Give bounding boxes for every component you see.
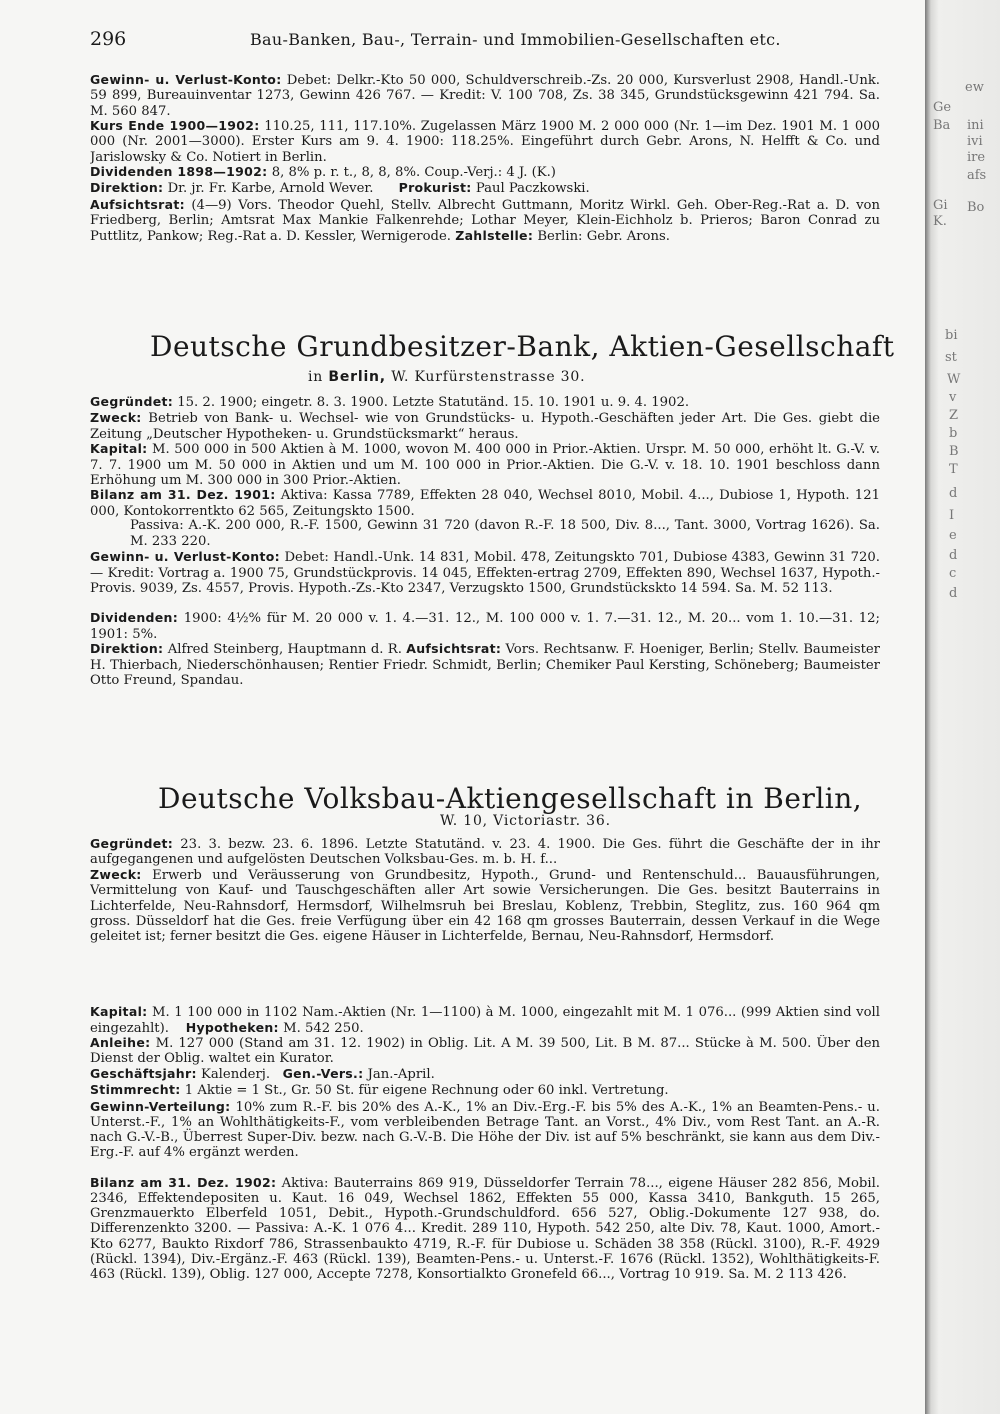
direktion-entry: Direktion: Dr. jr. Fr. Karbe, Arnold Wever. Prokurist: Paul Paczkowski.: [90, 180, 590, 197]
company1-details: [90, 394, 880, 687]
bleed-text: ire: [967, 150, 986, 165]
kurs-entry: Kurs Ende 1900—1902: 110.25, 111, 117.10%. Zugelassen März 1900 M. 2 000 000 (Nr. 1—im Dez. 1901 M. 1 000 000 (Nr. 2001—3000). Erster Kurs am 9. 4. 1900: 118.25%. Eingeführt durch Gebr. Arons, N. Helfft & Co. und Jarislowsky & Co. Notiert in Berlin.: [90, 118, 880, 164]
bleed-text: st: [945, 350, 957, 365]
bleed-text: T: [949, 462, 958, 477]
dividenden-entry: Dividenden 1898—1902: 8, 8% p. r. t., 8, 8, 8%. Coup.-Verj.: 4 J. (K.): [90, 164, 556, 180]
bleed-text: e: [949, 528, 957, 543]
bleed-text: Bo: [967, 200, 985, 215]
bleed-text: v: [949, 390, 957, 405]
company-title-grundbesitzer-bank: Deutsche Grundbesitzer-Bank, Aktien-Gesellschaft: [150, 330, 895, 363]
bleed-text: Gi: [933, 198, 948, 213]
bleed-text: afs: [967, 168, 987, 183]
bilanz-aktiva-entry: Bilanz am 31. Dez. 1901: Aktiva: Kassa 7789, Effekten 28 040, Wechsel 8010, Mobil. 4..., Dubiose 1, Hypoth. 121 000, Kontokorrentkto 62 565, Zeitungskto 1500.: [90, 487, 880, 519]
gegruendet-entry: Gegründet: 15. 2. 1900; eingetr. 8. 3. 1900. Letzte Statutänd. 15. 10. 1901 u. 9. 4. 1902.: [90, 394, 690, 410]
bleed-text: c: [949, 566, 957, 581]
stimmrecht-entry: Stimmrecht: 1 Aktie = 1 St., Gr. 50 St. für eigene Rechnung oder 60 inkl. Vertretung.: [90, 1082, 669, 1099]
bleed-text: Z: [949, 408, 959, 423]
bleed-text: d: [949, 586, 958, 601]
bilanz-passiva-entry: Passiva: A.-K. 200 000, R.-F. 1500, Gewinn 31 720 (davon R.-F. 18 500, Div. 8..., Tant. 3000, Vortrag 1626). Sa. M. 233 220.: [130, 518, 880, 549]
bleed-text: Ge: [933, 100, 952, 115]
kapital-entry: Kapital: M. 500 000 in 500 Aktien à M. 1000, wovon M. 400 000 in Prior.-Aktien. Urspr. M. 50 000, erhöht lt. G.-V. v. 7. 7. 1900 um M. 50 000 in Aktien und um M. 100 000 in Prior.-Aktien. Die G.-V. v. 18. 10. 1901 beschloss dann Erhöhung um M. 300 000 in 300 Prior.-Aktien.: [90, 441, 880, 488]
geschaeftsjahr-entry: Geschäftsjahr: Kalenderj. Gen.-Vers.: Jan.-April.: [90, 1066, 435, 1082]
adjacent-page-edge: [925, 0, 1000, 1414]
company2-details: [90, 836, 880, 1359]
company-title-volksbau: Deutsche Volksbau-Aktiengesellschaft in Berlin,: [158, 782, 863, 815]
bilanz-entry: Bilanz am 31. Dez. 1902: Aktiva: Bauterrains 869 919, Düsseldorfer Terrain 78..., eigene Häuser 282 856, Mobil. 2346, Effektendepositen u. Kaut. 16 049, Wechsel 1862, Effekten 55 000, Kassa 3410, Bankguth. 15 265, Grenzmauerkto Elberfeld 1051, Debit., Hypoth.-Grundschuldford. 656 527, Oblig.-Dokumente 127 938, do. Differenzenkto 3200. — Passiva: A.-K. 1 076 4... Kredit. 289 110, Hypoth. 542 250, alte Div. 78, Kaut. 1000, Amort.-Kto 6277, Baukto Rixdorf 786, Strassenbaukto 4719, R.-F. für Dubiose u. Schäden 38 358 (Rückl. 3100), R.-F. 4929 (Rückl. 1394), Div.-Ergänz.-F. 463 (Rückl. 139), Beamten-Pens.- u. Unterst.-F. 1676 (Rückl. 1352), Wohlthätigkeits-F. 463 (Rückl. 139), Oblig. 127 000, Accepte 7278, Konsortialkto Gronefeld 66..., Vortrag 10 919. Sa. M. 2 113 426.: [90, 1174, 880, 1283]
previous-entry-continuation: [90, 72, 880, 273]
gewinn-verteilung-entry: Gewinn-Verteilung: 10% zum R.-F. bis 20% des A.-K., 1% an Div.-Erg.-F. bis 5% des A.-K., 1% an Beamten-Pens.- u. Unterst.-F., 1% an Wohlthätigkeits-F., vom verbleibenden Betrage Tant. an Vorst., 4% Div., vom Rest Tant. an A.-R. nach G.-V.-B., Überrest Super-Div. bezw. nach G.-V.-B. Die Höhe der Div. ist auf 5% beschränkt, sie kann aus dem Div.-Erg.-F. auf 4% ergänzt werden.: [90, 1098, 880, 1161]
kapital-entry: Kapital: M. 1 100 000 in 1102 Nam.-Aktien (Nr. 1—1100) à M. 1000, eingezahlt mit M. 1 076... (999 Aktien sind voll eingezahlt). Hypotheken: M. 542 250.: [90, 1004, 880, 1035]
zweck-entry: Zweck: Erwerb und Veräusserung von Grundbesitz, Hypoth., Grund- und Rentenschuld... Bauausführungen, Vermittelung von Kauf- und Tauschgeschäften aller Art sowie Versicherungen. Die Ges. besitzt Bauterrains in Lichterfelde, Neu-Rahnsdorf, Hermsdorf, Wilhelmsruh bei Breslau, Koblenz, Trebbin, Steglitz, zus. 160 964 qm gross. Düsseldorf hat die Ges. freie Verfügung über ein 42 168 qm grosses Bauterrain, dessen Verkauf in die Wege geleitet ist; ferner besitzt die Ges. eigene Häuser in Lichterfelde, Bernau, Neu-Rahnsdorf, Hermsdorf.: [90, 867, 880, 945]
gewinn-verlust-entry: Gewinn- u. Verlust-Konto: Debet: Handl.-Unk. 14 831, Mobil. 478, Zeitungskto 701, Dubiose 4383, Gewinn 31 720. — Kredit: Vortrag a. 1900 75, Grundstückprovis. 14 045, Effekten-ertrag 2709, Effekten 890, Wechsel 1637, Hypoth.-Provis. 9039, Zs. 4557, Provis. Hypoth.-Zs.-Kto 2347, Verzugskto 1500, Grundstückskto 14 594. Sa. M. 52 113.: [90, 549, 880, 596]
page-header: [90, 28, 860, 52]
company-address: in Berlin, W. Kurfürstenstrasse 30.: [308, 369, 586, 385]
anleihe-entry: Anleihe: M. 127 000 (Stand am 31. 12. 1902) in Oblig. Lit. A M. 39 500, Lit. B M. 87... Stücke à M. 500. Über den Dienst der Oblig. waltet ein Kurator.: [90, 1035, 880, 1066]
dividenden-entry: Dividenden: 1900: 4½% für M. 20 000 v. 1. 4.—31. 12., M. 100 000 v. 1. 7.—31. 12., M. 20... vom 1. 10.—31. 12; 1901: 5%.: [90, 610, 880, 642]
bleed-text: I: [949, 508, 955, 523]
bleed-text: bi: [945, 328, 958, 343]
bleed-text: d: [949, 486, 958, 501]
running-head: Bau-Banken, Bau-, Terrain- und Immobilien-Gesellschaften etc.: [250, 30, 781, 49]
bleed-text: W: [947, 372, 961, 387]
company-address: W. 10, Victoriastr. 36.: [440, 813, 611, 829]
bleed-text: B: [949, 444, 959, 459]
gewinn-verlust-entry: Gewinn- u. Verlust-Konto: Debet: Delkr.-Kto 50 000, Schuldverschreib.-Zs. 20 000, Kursverlust 2908, Handl.-Unk. 59 899, Bureauinventar 1273, Gewinn 426 767. — Kredit: V. 100 708, Zs. 38 345, Grundstücksgewinn 421 794. Sa. M. 560 847.: [90, 72, 880, 118]
bleed-text: ini: [967, 118, 984, 133]
page-number: 296: [90, 28, 127, 50]
bleed-text: ew: [965, 80, 984, 95]
bleed-text: K.: [933, 214, 947, 229]
zweck-entry: Zweck: Betrieb von Bank- u. Wechsel- wie von Grundstücks- u. Hypoth.-Geschäften jeder Art. Die Ges. giebt die Zeitung „Deutscher Hypotheken- u. Grundstücksmarkt“ heraus.: [90, 410, 880, 442]
aufsichtsrat-entry: Aufsichtsrat: (4—9) Vors. Theodor Quehl, Stellv. Albrecht Guttmann, Moritz Wirkl. Geh. Ober-Reg.-Rat a. D. von Friedberg, Berlin; Amtsrat Max Mankie Falkenrehde; Lothar Meyer, Klein-Eichholz b. Prieros; Baron Conrad zu Puttlitz, Pankow; Reg.-Rat a. D. Kessler, Wernigerode. Zahlstelle: Berlin: Gebr. Arons.: [90, 196, 880, 245]
bleed-text: ivi: [967, 134, 983, 149]
bleed-text: Ba: [933, 118, 951, 133]
direktion-aufsichtsrat-entry: Direktion: Alfred Steinberg, Hauptmann d. R. Aufsichtsrat: Vors. Rechtsanw. F. Hoeniger, Berlin; Stellv. Baumeister H. Thierbach, Niederschönhausen; Rentier Friedr. Schmidt, Berlin; Chemiker Paul Kersting, Schöneberg; Baumeister Otto Freund, Spandau.: [90, 641, 880, 688]
gegruendet-entry: Gegründet: 23. 3. bezw. 23. 6. 1896. Letzte Statutänd. v. 23. 4. 1900. Die Ges. führt die Geschäfte der in ihr aufgegangenen und aufgelösten Deutschen Volksbau-Ges. m. b. H. f...: [90, 836, 880, 867]
bleed-text: d: [949, 548, 958, 563]
bleed-text: b: [949, 426, 958, 441]
